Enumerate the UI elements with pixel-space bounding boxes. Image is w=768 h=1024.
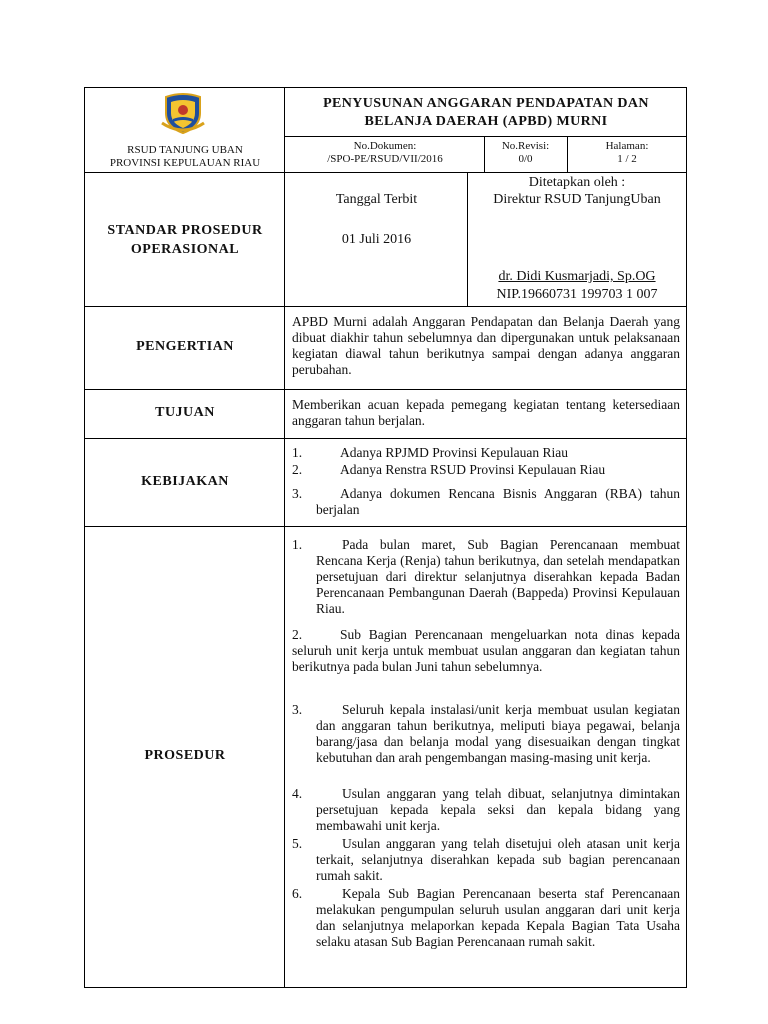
sop-label: STANDAR PROSEDUR OPERASIONAL	[107, 223, 263, 257]
org-name: RSUD TANJUNG UBAN PROVINSI KEPULAUAN RIAU	[109, 144, 261, 169]
page-number: Halaman: 1 / 2	[605, 140, 649, 165]
tujuan-text: Memberikan acuan kepada pemegang kegiatan tentang ketersediaan anggaran tahun berjalan.	[292, 397, 680, 428]
pengertian-text: APBD Murni adalah Anggaran Pendapatan dan Belanja Daerah yang dibuat diakhir tahun sebelumnya dan dipergunakan untuk pelaksanaan kegiatan diawal tahun berikutnya sampai dengan adanya anggaran perubahan.	[292, 314, 680, 377]
prosedur-label: PROSEDUR	[144, 748, 226, 763]
document-number: No.Dokumen: /SPO-PE/RSUD/VII/2016	[327, 140, 443, 165]
director-title: Direktur RSUD TanjungUban	[493, 192, 661, 207]
signer-name: dr. Didi Kusmarjadi, Sp.OG	[498, 269, 656, 284]
list-item: 2. Sub Bagian Perencanaan mengeluarkan nota dinas kepada seluruh unit kerja untuk membuat usulan anggaran dan kegiatan tahun berikutnya pada bulan Juni tahun sebelumnya.	[292, 627, 680, 674]
issue-date: 01 Juli 2016	[341, 232, 412, 247]
document-title: PENYUSUNAN ANGGARAN PENDAPATAN DAN BELANJA DAERAH (APBD) MURNI	[323, 96, 649, 129]
list-item: 4. Usulan anggaran yang telah dibuat, selanjutnya dimintakan persetujuan kepada kepala seksi dan kepala bidang yang membawahi unit kerja.	[292, 786, 680, 833]
pengertian-label: PENGERTIAN	[136, 339, 234, 354]
list-item: 3. Seluruh kepala instalasi/unit kerja membuat usulan kegiatan dan anggaran tahun berikutnya, meliputi biaya pegawai, belanja barang/jasa dan belanja modal yang disesuaikan dengan tingkat kebutuhan dan arah pengembangan masing-masing unit kerja.	[292, 702, 680, 765]
list-item: 5. Usulan anggaran yang telah disetujui oleh atasan unit kerja terkait, selanjutnya diserahkan kepada sub bagian perencanaan rumah sakit.	[292, 836, 680, 883]
list-item: 2. Adanya Renstra RSUD Provinsi Kepulauan Riau	[292, 462, 606, 477]
list-item: 1. Adanya RPJMD Provinsi Kepulauan Riau	[292, 445, 568, 460]
list-item: 6. Kepala Sub Bagian Perencanaan beserta staf Perencanaan melakukan pengumpulan seluruh usulan anggaran dari unit kerja dan selanjutnya melaporkan kepada Kepala Bagian Tata Usaha selaku atasan Sub Bagian Perencanaan rumah sakit.	[292, 886, 680, 949]
kebijakan-label: KEBIJAKAN	[141, 474, 229, 489]
list-item: 3. Adanya dokumen Rencana Bisnis Anggaran (RBA) tahun berjalan	[292, 486, 680, 517]
list-item: 1. Pada bulan maret, Sub Bagian Perencanaan membuat Rencana Kerja (Renja) tahun berikutnya, dan setelah mendapatkan persetujuan dari direktur selanjutnya diserahkan kepada Badan Perencanaan Pembangunan Daerah (Bappeda) Provinsi Kepulauan Riau.	[292, 537, 680, 616]
set-by-label: Ditetapkan oleh :	[528, 175, 626, 190]
provincial-emblem-icon	[160, 93, 206, 135]
tujuan-label: TUJUAN	[155, 405, 215, 420]
revision-number: No.Revisi: 0/0	[501, 140, 550, 165]
issue-date-label: Tanggal Terbit	[335, 192, 418, 207]
signer-nip: NIP.19660731 199703 1 007	[496, 287, 658, 302]
column-divider	[284, 87, 285, 988]
